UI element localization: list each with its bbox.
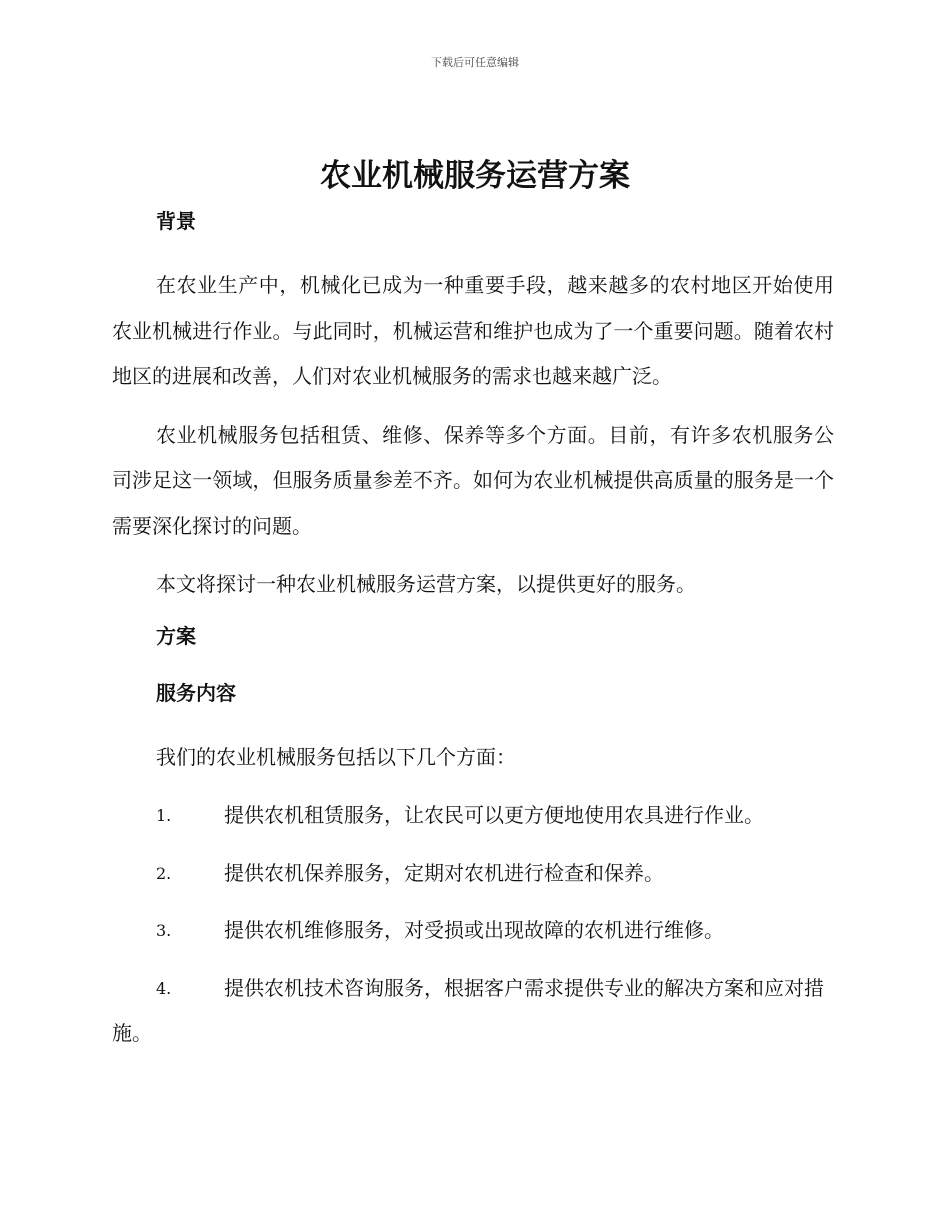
section-heading-plan: 方案 bbox=[156, 623, 196, 648]
document-body bbox=[112, 206, 834, 1069]
section-heading-background: 背景 bbox=[156, 209, 196, 233]
list-item bbox=[112, 908, 834, 954]
service-intro: 我们的农业机械服务包括以下几个方面： bbox=[156, 744, 516, 769]
list-number: 2. bbox=[156, 863, 172, 883]
subsection-heading-service: 服务内容 bbox=[156, 680, 236, 705]
list-item-text: 提供农机保养服务，定期对农机进行检查和保养。 bbox=[224, 860, 664, 885]
list-item bbox=[112, 793, 834, 839]
document-title: 农业机械服务运营方案 bbox=[320, 158, 630, 194]
list-item-text: 提供农机租赁服务，让农民可以更方便地使用农具进行作业。 bbox=[224, 803, 764, 827]
list-item-text: 提供农机技术咨询服务，根据客户需求提供专业的解决方案和应对措施。 bbox=[112, 975, 824, 1045]
list-number: 1. bbox=[156, 806, 172, 825]
list-number: 3. bbox=[156, 921, 172, 940]
paragraph: 在农业生产中，机械化已成为一种重要手段，越来越多的农村地区开始使用农业机械进行作业。与此同时，机械运营和维护也成为了一个重要问题。随着农村地区的进展和改善，人们对农业机械服务的需求也越来越广泛。 bbox=[112, 273, 834, 388]
list-number: 4. bbox=[156, 978, 172, 998]
list-item bbox=[112, 966, 834, 1057]
header-note: 下载后可任意编辑 bbox=[431, 56, 519, 69]
list-item-text: 提供农机维修服务，对受损或出现故障的农机进行维修。 bbox=[224, 918, 724, 942]
paragraph: 农业机械服务包括租赁、维修、保养等多个方面。目前，有许多农机服务公司涉足这一领域，但服务质量参差不齐。如何为农业机械提供高质量的服务是一个需要深化探讨的问题。 bbox=[112, 422, 834, 538]
list-item bbox=[112, 851, 834, 897]
paragraph: 本文将探讨一种农业机械服务运营方案，以提供更好的服务。 bbox=[156, 572, 696, 596]
